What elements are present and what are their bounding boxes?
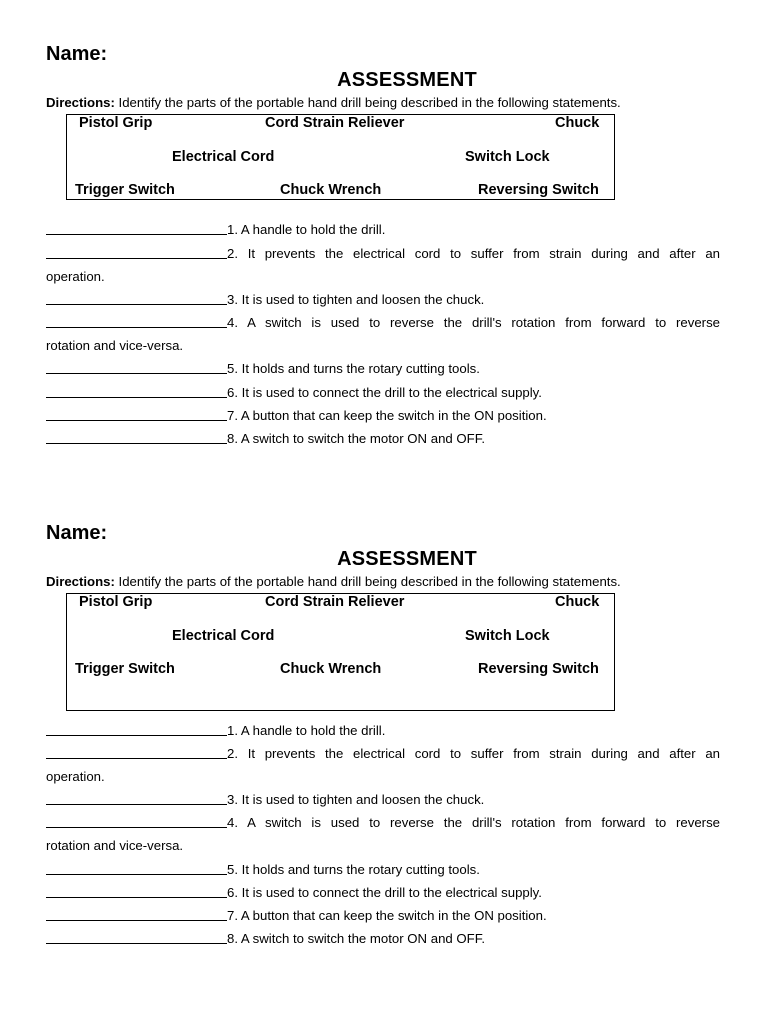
word-bank-item: Pistol Grip: [79, 594, 153, 610]
question-item: [46, 811, 720, 857]
name-label: Name:: [46, 43, 108, 65]
question-text: 2. It prevents the electrical cord to suffer from strain during and after an: [227, 246, 720, 261]
question-item: [46, 381, 720, 404]
question-item: [46, 427, 720, 450]
question-text: 2. It prevents the electrical cord to suffer from strain during and after an: [227, 746, 720, 761]
assessment-title: ASSESSMENT: [337, 548, 477, 570]
question-item: [46, 719, 720, 742]
answer-blank[interactable]: [46, 719, 227, 736]
word-bank-item: Cord Strain Reliever: [265, 115, 405, 131]
answer-blank[interactable]: [46, 288, 227, 305]
question-item: [46, 311, 720, 357]
word-bank-item: Reversing Switch: [478, 182, 599, 198]
answer-blank[interactable]: [46, 381, 227, 398]
question-text: 1. A handle to hold the drill.: [227, 222, 386, 237]
word-bank: [66, 593, 615, 711]
assessment-title: ASSESSMENT: [337, 69, 477, 91]
directions: [46, 574, 621, 589]
directions-label: Directions:: [46, 95, 115, 110]
answer-blank[interactable]: [46, 218, 227, 235]
name-label: Name:: [46, 522, 108, 544]
answer-blank[interactable]: [46, 357, 227, 374]
question-text: 7. A button that can keep the switch in the ON position.: [227, 908, 547, 923]
question-item: [46, 288, 720, 311]
question-item: [46, 881, 720, 904]
directions-label: Directions:: [46, 574, 115, 589]
word-bank-item: Switch Lock: [465, 628, 550, 644]
word-bank-item: Chuck: [555, 594, 600, 610]
answer-blank[interactable]: [46, 927, 227, 944]
question-item: [46, 404, 720, 427]
question-text-continued: operation.: [46, 769, 105, 784]
question-item: [46, 904, 720, 927]
question-text: 3. It is used to tighten and loosen the chuck.: [227, 292, 485, 307]
word-bank-item: Pistol Grip: [79, 115, 153, 131]
answer-blank[interactable]: [46, 742, 227, 759]
question-item: [46, 927, 720, 950]
question-text-continued: rotation and vice-versa.: [46, 338, 184, 353]
question-item: [46, 242, 720, 288]
answer-blank[interactable]: [46, 811, 227, 828]
word-bank-item: Chuck: [555, 115, 600, 131]
answer-blank[interactable]: [46, 858, 227, 875]
question-text-continued: rotation and vice-versa.: [46, 838, 184, 853]
word-bank-item: Switch Lock: [465, 149, 550, 165]
question-text: 6. It is used to connect the drill to the electrical supply.: [227, 385, 542, 400]
word-bank-item: Trigger Switch: [75, 182, 175, 198]
word-bank: [66, 114, 615, 200]
question-text: 4. A switch is used to reverse the drill's rotation from forward to reverse: [227, 315, 720, 330]
question-text: 5. It holds and turns the rotary cutting tools.: [227, 361, 480, 376]
question-item: [46, 218, 720, 241]
question-text: 4. A switch is used to reverse the drill's rotation from forward to reverse: [227, 815, 720, 830]
answer-blank[interactable]: [46, 404, 227, 421]
answer-blank[interactable]: [46, 311, 227, 328]
answer-blank[interactable]: [46, 788, 227, 805]
word-bank-item: Electrical Cord: [172, 149, 275, 165]
question-text: 8. A switch to switch the motor ON and OFF.: [227, 931, 485, 946]
question-text-continued: operation.: [46, 269, 105, 284]
question-text: 5. It holds and turns the rotary cutting tools.: [227, 862, 480, 877]
answer-blank[interactable]: [46, 904, 227, 921]
question-item: [46, 357, 720, 380]
word-bank-item: Cord Strain Reliever: [265, 594, 405, 610]
answer-blank[interactable]: [46, 881, 227, 898]
question-text: 6. It is used to connect the drill to the electrical supply.: [227, 885, 542, 900]
directions-text: Identify the parts of the portable hand drill being described in the following statements.: [114, 95, 621, 110]
question-text: 3. It is used to tighten and loosen the chuck.: [227, 792, 485, 807]
answer-blank[interactable]: [46, 427, 227, 444]
question-text: 1. A handle to hold the drill.: [227, 723, 386, 738]
directions-text: Identify the parts of the portable hand drill being described in the following statements.: [114, 574, 621, 589]
word-bank-item: Chuck Wrench: [280, 182, 382, 198]
question-item: [46, 858, 720, 881]
word-bank-item: Electrical Cord: [172, 628, 275, 644]
question-text: 7. A button that can keep the switch in the ON position.: [227, 408, 547, 423]
question-text: 8. A switch to switch the motor ON and OFF.: [227, 431, 485, 446]
question-item: [46, 788, 720, 811]
word-bank-item: Chuck Wrench: [280, 661, 382, 677]
word-bank-item: Trigger Switch: [75, 661, 175, 677]
answer-blank[interactable]: [46, 242, 227, 259]
question-item: [46, 742, 720, 788]
directions: [46, 95, 621, 110]
word-bank-item: Reversing Switch: [478, 661, 599, 677]
